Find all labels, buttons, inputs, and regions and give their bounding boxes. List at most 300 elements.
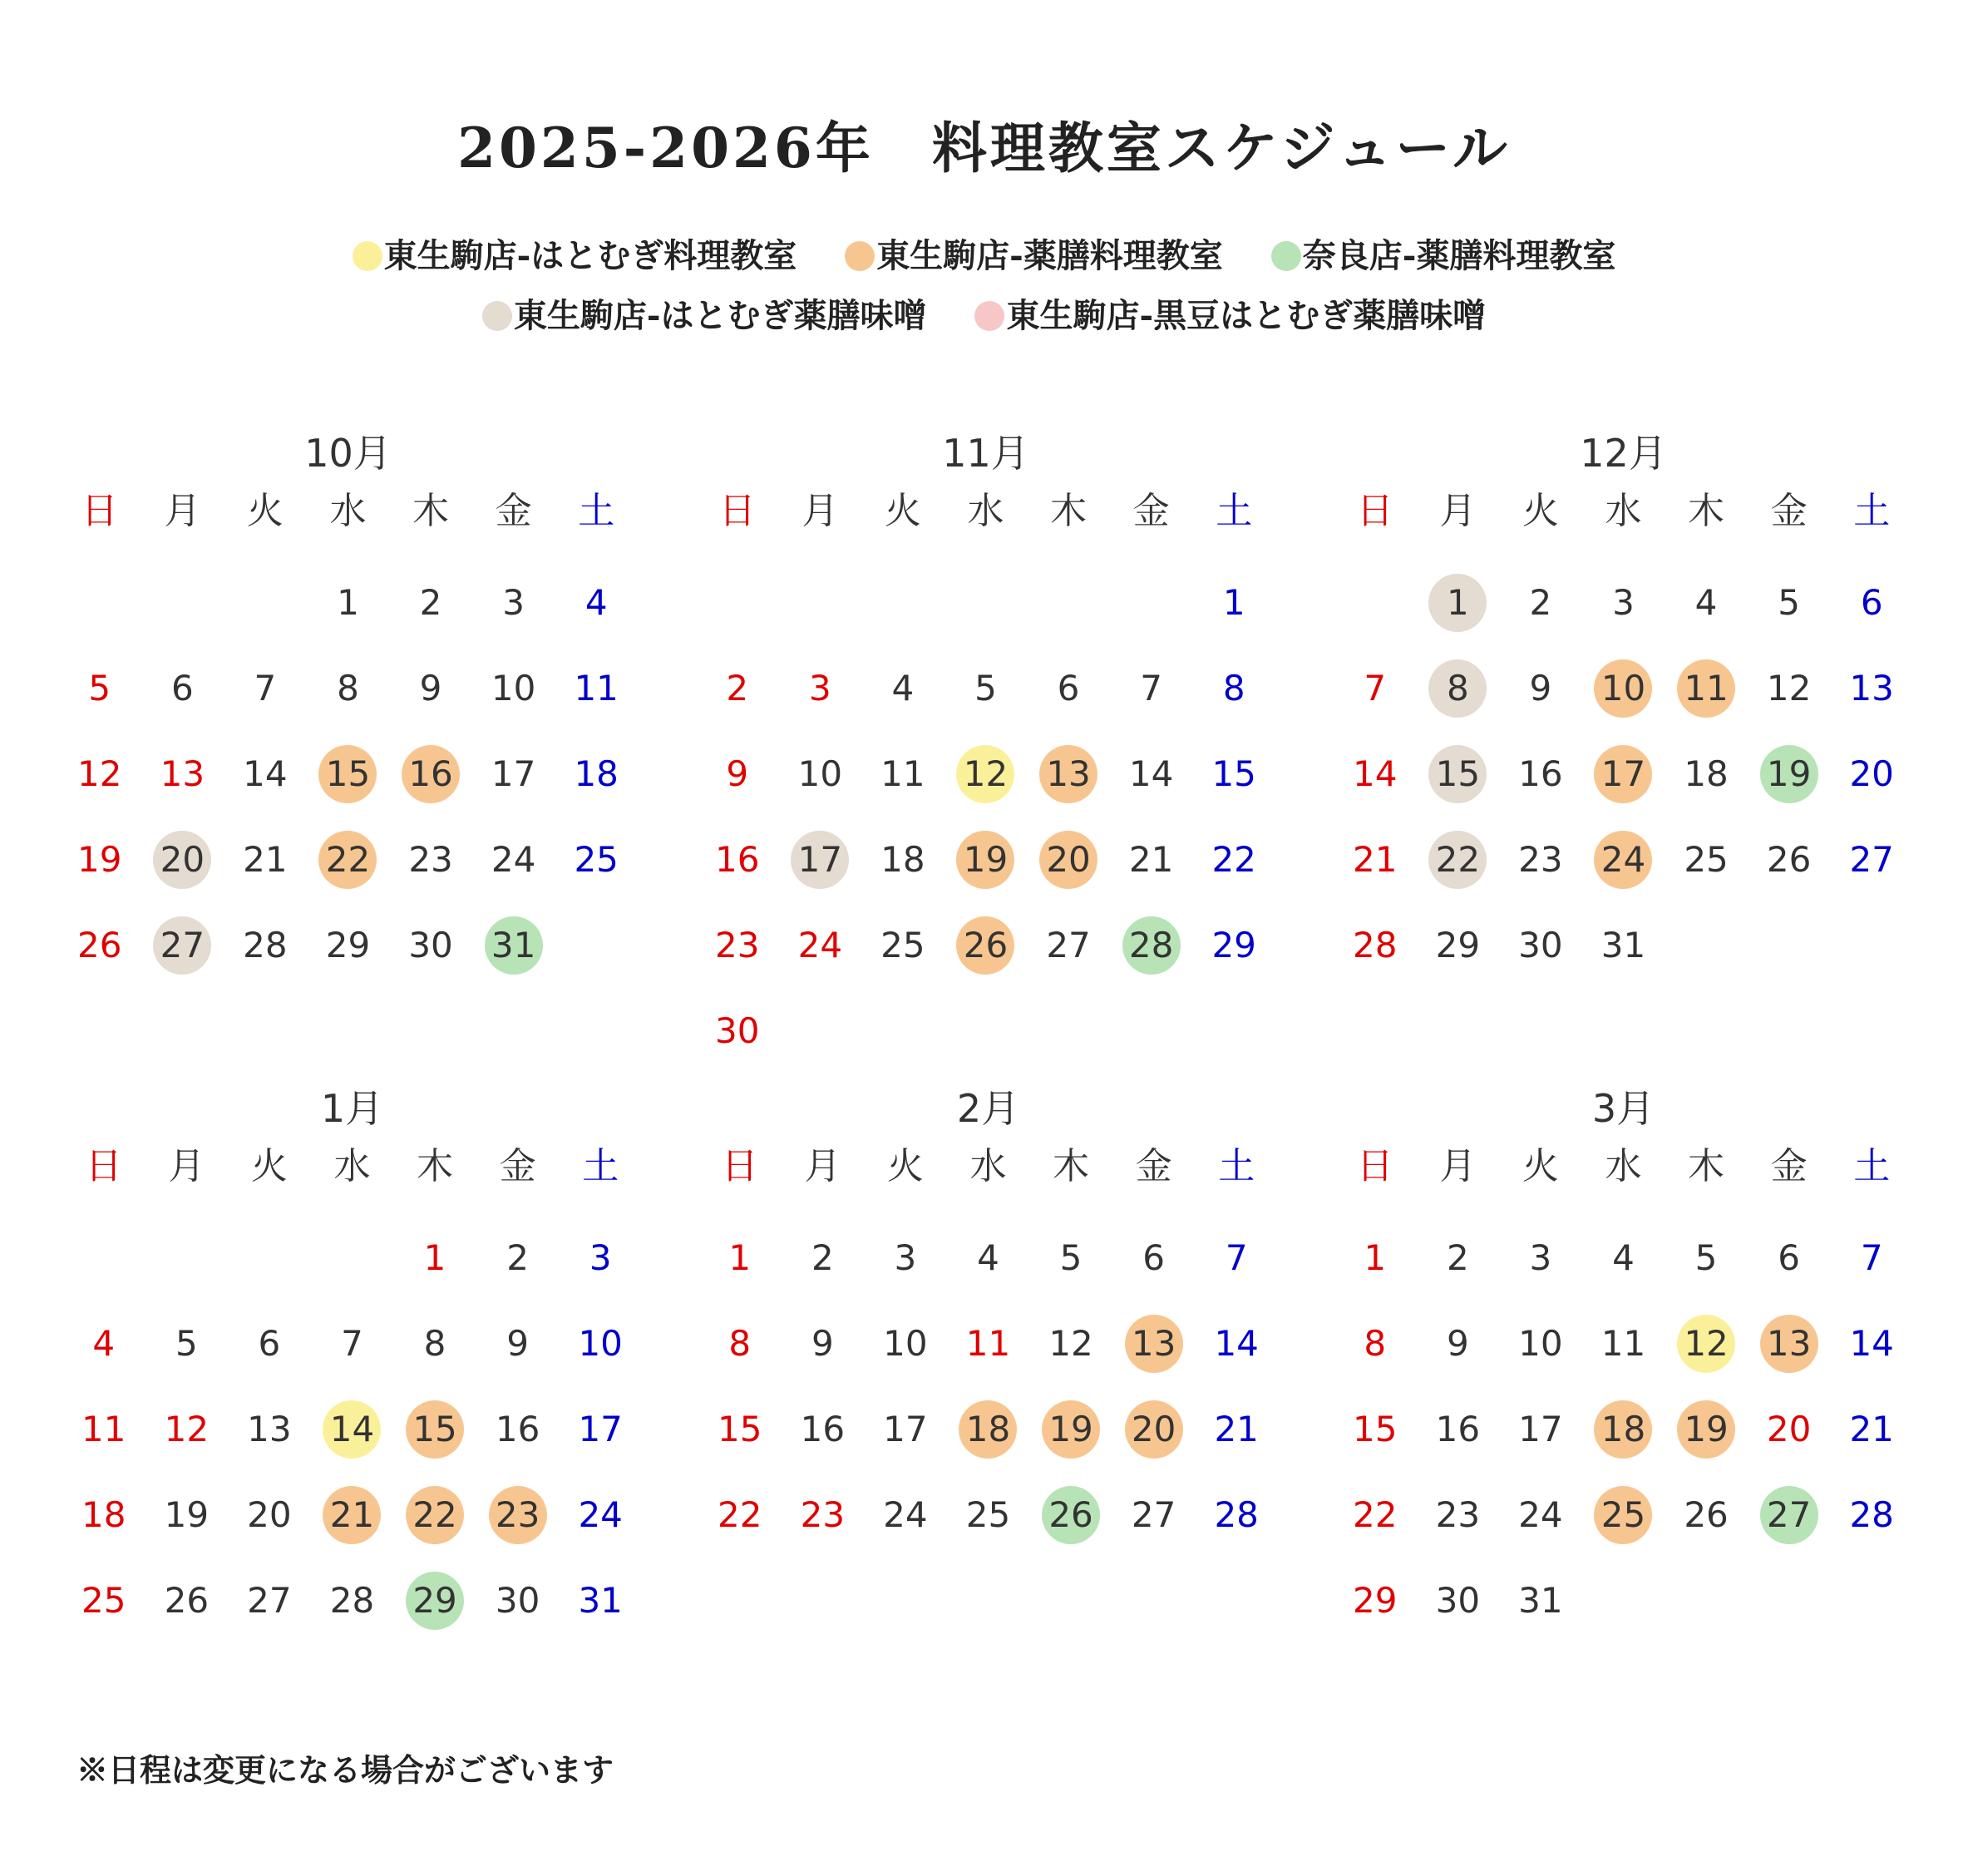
event-day-marker: 19 <box>1677 1400 1735 1459</box>
day-cell <box>1192 902 1275 988</box>
day-number: 21 <box>1849 1409 1894 1449</box>
day-cell <box>476 1215 560 1301</box>
day-cell <box>62 1386 146 1472</box>
day-number: 21 <box>243 839 288 880</box>
day-number: 13 <box>1849 668 1894 708</box>
weekday-label: 日 <box>1356 1145 1393 1187</box>
day-cell <box>472 645 555 731</box>
day-number: 9 <box>506 1323 529 1364</box>
weekday-label: 火 <box>1522 1145 1559 1187</box>
day-cell <box>1334 1386 1417 1472</box>
weekday-label: 水 <box>967 490 1004 532</box>
day-cell <box>555 817 638 902</box>
month-calendar <box>1334 1084 1913 1682</box>
day-cell <box>393 1301 476 1386</box>
month-title: 1月 <box>320 1086 384 1131</box>
day-cell <box>1582 1472 1665 1558</box>
day-cell <box>1192 731 1275 817</box>
day-number: 25 <box>880 925 925 965</box>
event-day-marker: 22 <box>1428 831 1487 889</box>
day-cell <box>945 731 1028 817</box>
day-cell <box>228 1386 311 1472</box>
event-day-marker: 20 <box>1039 831 1097 889</box>
day-number: 1 <box>1222 582 1245 623</box>
day-cell <box>1027 731 1110 817</box>
day-cell <box>1830 1301 1913 1386</box>
day-number: 23 <box>1518 839 1563 880</box>
day-number: 22 <box>1353 1494 1398 1535</box>
day-cell <box>146 1301 229 1386</box>
day-number: 25 <box>574 839 619 880</box>
day-number: 24 <box>578 1494 623 1535</box>
day-number: 21 <box>1353 839 1398 880</box>
day-cell <box>311 1301 394 1386</box>
legend-item-yakuzen <box>845 230 1223 277</box>
day-cell <box>311 1472 394 1558</box>
day-number: 9 <box>726 753 749 794</box>
day-cell <box>1195 1301 1278 1386</box>
day-cell <box>1748 645 1831 731</box>
day-number: 4 <box>584 582 608 623</box>
day-cell <box>146 1386 229 1472</box>
weekday-label: 木 <box>417 1145 454 1187</box>
day-number: 7 <box>341 1323 363 1364</box>
day-number: 5 <box>1059 1237 1083 1278</box>
day-number: 30 <box>715 1010 760 1051</box>
day-cell <box>555 560 638 645</box>
day-cell <box>779 902 862 988</box>
day-cell <box>389 731 472 817</box>
day-cell <box>1417 1472 1500 1558</box>
day-number: 23 <box>715 925 760 965</box>
day-cell <box>1499 817 1582 902</box>
day-cell <box>696 988 779 1074</box>
day-cell <box>1112 1301 1196 1386</box>
weekday-label: 金 <box>1135 1145 1172 1187</box>
day-cell <box>1665 645 1748 731</box>
day-cell <box>1499 1215 1582 1301</box>
day-number: 4 <box>891 668 915 708</box>
day-cell <box>945 902 1028 988</box>
day-number: 29 <box>1211 925 1256 965</box>
legend-row-2 <box>0 289 1968 337</box>
legend-row-1 <box>0 230 1968 277</box>
day-cell <box>1027 645 1110 731</box>
day-cell <box>779 817 862 902</box>
day-cell <box>1110 902 1193 988</box>
day-number: 20 <box>247 1494 292 1535</box>
day-number: 1 <box>1364 1237 1387 1278</box>
day-cell <box>472 902 555 988</box>
month-title: 10月 <box>304 431 392 476</box>
legend-dot-icon <box>353 241 382 271</box>
day-number: 31 <box>578 1580 623 1621</box>
event-day-marker: 19 <box>956 831 1014 889</box>
day-cell <box>1748 1215 1831 1301</box>
event-day-marker: 15 <box>406 1400 464 1459</box>
day-cell <box>228 1472 311 1558</box>
day-cell <box>861 645 945 731</box>
day-number: 13 <box>247 1409 292 1449</box>
day-number: 7 <box>1140 668 1162 708</box>
day-cell <box>1110 731 1193 817</box>
day-cell <box>1334 902 1417 988</box>
day-cell <box>1665 817 1748 902</box>
weekday-label: 木 <box>1688 490 1725 532</box>
day-cell <box>1417 1386 1500 1472</box>
weekday-label: 金 <box>1770 490 1808 532</box>
day-number: 14 <box>1128 753 1174 794</box>
day-number: 30 <box>408 925 453 965</box>
weekday-label: 金 <box>495 490 532 532</box>
event-day-marker: 12 <box>1677 1315 1735 1373</box>
day-number: 6 <box>170 668 194 708</box>
event-day-marker: 23 <box>489 1486 547 1544</box>
day-number: 29 <box>1353 1580 1398 1621</box>
day-cell <box>146 1558 229 1643</box>
day-cell <box>947 1386 1030 1472</box>
day-cell <box>1499 1301 1582 1386</box>
day-number: 20 <box>1849 753 1894 794</box>
day-cell <box>1334 1472 1417 1558</box>
day-cell <box>224 817 307 902</box>
day-number: 17 <box>883 1409 928 1449</box>
month-title: 3月 <box>1591 1086 1655 1131</box>
weekday-label: 金 <box>1132 490 1170 532</box>
day-cell <box>864 1301 947 1386</box>
day-cell <box>1334 1301 1417 1386</box>
day-cell <box>228 1558 311 1643</box>
day-cell <box>1499 1472 1582 1558</box>
day-cell <box>861 817 945 902</box>
day-number: 4 <box>977 1237 999 1278</box>
day-cell <box>947 1472 1030 1558</box>
page-title: 2025-2026年 料理教室スケジュール <box>457 116 1511 180</box>
event-day-marker: 8 <box>1428 659 1487 718</box>
day-cell <box>1748 1472 1831 1558</box>
day-number: 28 <box>329 1580 375 1621</box>
day-cell <box>559 1558 642 1643</box>
weekday-label: 火 <box>246 490 284 532</box>
day-number: 1 <box>423 1237 446 1278</box>
day-cell <box>1334 731 1417 817</box>
day-number: 24 <box>797 925 843 965</box>
event-day-marker: 18 <box>959 1400 1017 1459</box>
event-day-marker: 13 <box>1039 745 1097 803</box>
weekday-label: 土 <box>582 1145 619 1187</box>
day-cell <box>1830 1386 1913 1472</box>
day-number: 10 <box>797 753 843 794</box>
day-number: 29 <box>325 925 371 965</box>
day-cell <box>1027 902 1110 988</box>
day-number: 9 <box>419 668 442 708</box>
day-number: 10 <box>883 1323 928 1364</box>
day-number: 23 <box>1435 1494 1481 1535</box>
weekday-label: 火 <box>886 1145 924 1187</box>
day-number: 15 <box>1211 753 1256 794</box>
weekday-header <box>1334 482 1913 541</box>
day-cell <box>141 645 224 731</box>
day-number: 24 <box>883 1494 928 1535</box>
weekday-header <box>58 482 638 541</box>
event-day-marker: 22 <box>318 831 377 889</box>
day-cell <box>58 731 141 817</box>
day-number: 23 <box>800 1494 846 1535</box>
day-cell <box>307 560 390 645</box>
day-cell <box>1748 731 1831 817</box>
day-cell <box>1748 1386 1831 1472</box>
weekday-label: 水 <box>329 490 367 532</box>
day-cell <box>472 817 555 902</box>
event-day-marker: 27 <box>1760 1486 1818 1544</box>
weekday-label: 木 <box>1053 1145 1090 1187</box>
day-cell <box>1830 731 1913 817</box>
day-number: 25 <box>81 1580 126 1621</box>
day-cell <box>228 1301 311 1386</box>
day-cell <box>782 1215 865 1301</box>
weekday-header <box>1334 1138 1913 1196</box>
day-cell <box>782 1472 865 1558</box>
day-number: 7 <box>1860 1237 1883 1278</box>
day-cell <box>1195 1472 1278 1558</box>
day-cell <box>389 560 472 645</box>
day-number: 10 <box>1518 1323 1563 1364</box>
day-cell <box>698 1215 782 1301</box>
day-cell <box>861 731 945 817</box>
day-number: 2 <box>811 1237 834 1278</box>
day-number: 21 <box>1128 839 1174 880</box>
day-cell <box>1665 1215 1748 1301</box>
day-cell <box>1110 817 1193 902</box>
day-number: 3 <box>808 668 831 708</box>
event-day-marker: 22 <box>406 1486 464 1544</box>
day-cell <box>1192 560 1275 645</box>
legend-item-miso <box>482 289 927 337</box>
weekday-label: 土 <box>1218 1145 1255 1187</box>
day-cell <box>58 645 141 731</box>
day-cell <box>1665 1472 1748 1558</box>
day-number: 7 <box>1364 668 1387 708</box>
weekday-label: 日 <box>721 1145 758 1187</box>
day-cell <box>1029 1386 1112 1472</box>
month-calendar <box>1334 428 1913 1027</box>
day-number: 31 <box>1518 1580 1563 1621</box>
day-number: 10 <box>491 668 536 708</box>
day-number: 2 <box>506 1237 529 1278</box>
day-cell <box>1665 1301 1748 1386</box>
day-number: 14 <box>243 753 288 794</box>
event-day-marker: 12 <box>956 745 1014 803</box>
event-day-marker: 13 <box>1125 1315 1183 1373</box>
month-calendar <box>698 1084 1278 1682</box>
day-number: 17 <box>1518 1409 1563 1449</box>
day-number: 16 <box>1435 1409 1481 1449</box>
day-cell <box>1748 560 1831 645</box>
weekday-label: 月 <box>804 1145 841 1187</box>
event-day-marker: 27 <box>153 916 211 975</box>
day-cell <box>1334 1215 1417 1301</box>
day-cell <box>1499 645 1582 731</box>
day-cell <box>476 1558 560 1643</box>
day-cell <box>1665 560 1748 645</box>
event-day-marker: 20 <box>1125 1400 1183 1459</box>
day-number: 14 <box>1214 1323 1259 1364</box>
day-cell <box>141 817 224 902</box>
day-cell <box>1582 731 1665 817</box>
day-number: 26 <box>1684 1494 1729 1535</box>
day-number: 23 <box>408 839 453 880</box>
day-number: 8 <box>337 668 359 708</box>
day-cell <box>1027 817 1110 902</box>
event-day-marker: 18 <box>1594 1400 1652 1459</box>
event-day-marker: 26 <box>956 916 1014 975</box>
day-cell <box>947 1215 1030 1301</box>
day-cell <box>559 1215 642 1301</box>
legend-item-nara <box>1271 230 1616 277</box>
day-cell <box>1499 1386 1582 1472</box>
day-cell <box>393 1386 476 1472</box>
weekday-label: 土 <box>1216 490 1253 532</box>
weekday-label: 金 <box>1770 1145 1808 1187</box>
day-number: 20 <box>1766 1409 1812 1449</box>
day-number: 12 <box>77 753 122 794</box>
day-number: 5 <box>175 1323 198 1364</box>
day-number: 28 <box>1214 1494 1259 1535</box>
day-cell <box>476 1386 560 1472</box>
event-day-marker: 28 <box>1122 916 1181 975</box>
day-cell <box>393 1558 476 1643</box>
day-cell <box>559 1301 642 1386</box>
day-number: 6 <box>1057 668 1080 708</box>
day-number: 5 <box>974 668 997 708</box>
day-cell <box>1417 902 1500 988</box>
weekday-label: 月 <box>802 490 839 532</box>
day-cell <box>861 902 945 988</box>
day-number: 2 <box>419 582 442 623</box>
day-cell <box>224 731 307 817</box>
month-title: 2月 <box>956 1086 1020 1131</box>
day-cell <box>62 1472 146 1558</box>
event-day-marker: 15 <box>318 745 377 803</box>
day-number: 18 <box>574 753 619 794</box>
day-number: 5 <box>88 668 111 708</box>
day-number: 2 <box>1446 1237 1469 1278</box>
day-cell <box>559 1472 642 1558</box>
weekday-label: 火 <box>250 1145 288 1187</box>
day-cell <box>559 1386 642 1472</box>
day-number: 6 <box>1142 1237 1165 1278</box>
day-cell <box>1029 1472 1112 1558</box>
day-cell <box>146 1472 229 1558</box>
weekday-label: 木 <box>1688 1145 1725 1187</box>
day-cell <box>1830 1215 1913 1301</box>
day-number: 13 <box>160 753 205 794</box>
day-number: 3 <box>894 1237 917 1278</box>
day-cell <box>1582 902 1665 988</box>
day-cell <box>393 1215 476 1301</box>
day-cell <box>782 1301 865 1386</box>
day-cell <box>307 902 390 988</box>
legend-item-hatomugi <box>353 230 797 277</box>
event-day-marker: 19 <box>1760 745 1818 803</box>
day-cell <box>1665 731 1748 817</box>
day-cell <box>696 902 779 988</box>
month-calendar <box>62 1084 642 1682</box>
day-cell <box>1499 1558 1582 1643</box>
day-number: 24 <box>491 839 536 880</box>
day-number: 9 <box>1529 668 1552 708</box>
day-number: 8 <box>728 1323 752 1364</box>
day-number: 29 <box>1435 925 1481 965</box>
event-day-marker: 11 <box>1677 659 1735 718</box>
day-number: 15 <box>1353 1409 1398 1449</box>
event-day-marker: 24 <box>1594 831 1652 889</box>
weekday-label: 土 <box>1853 1145 1891 1187</box>
day-cell <box>1192 817 1275 902</box>
legend-label: 東生駒店-黒豆はとむぎ薬膳味噌 <box>1006 296 1487 335</box>
day-number: 2 <box>1529 582 1552 623</box>
weekday-label: 月 <box>1439 490 1477 532</box>
weekday-label: 月 <box>1439 1145 1477 1187</box>
day-cell <box>1582 560 1665 645</box>
day-number: 30 <box>495 1580 540 1621</box>
legend-dot-icon <box>482 301 512 331</box>
day-cell <box>1830 817 1913 902</box>
day-cell <box>1192 645 1275 731</box>
day-cell <box>224 645 307 731</box>
day-number: 16 <box>495 1409 540 1449</box>
day-number: 27 <box>1131 1494 1176 1535</box>
day-cell <box>864 1215 947 1301</box>
day-cell <box>1582 645 1665 731</box>
day-cell <box>141 902 224 988</box>
day-cell <box>1417 645 1500 731</box>
event-day-marker: 13 <box>1760 1315 1818 1373</box>
day-number: 30 <box>1435 1580 1481 1621</box>
day-number: 12 <box>164 1409 210 1449</box>
day-cell <box>476 1472 560 1558</box>
day-number: 3 <box>1529 1237 1552 1278</box>
day-cell <box>1830 560 1913 645</box>
day-cell <box>1582 1301 1665 1386</box>
event-day-marker: 29 <box>406 1572 464 1630</box>
day-cell <box>1110 645 1193 731</box>
day-cell <box>1112 1386 1196 1472</box>
day-cell <box>476 1301 560 1386</box>
day-number: 3 <box>502 582 525 623</box>
day-number: 17 <box>491 753 536 794</box>
weekday-label: 水 <box>1605 1145 1642 1187</box>
day-number: 24 <box>1518 1494 1563 1535</box>
day-cell <box>698 1386 782 1472</box>
day-cell <box>945 645 1028 731</box>
day-number: 19 <box>77 839 122 880</box>
event-day-marker: 21 <box>323 1486 381 1544</box>
day-cell <box>1582 1215 1665 1301</box>
day-number: 5 <box>1694 1237 1718 1278</box>
day-cell <box>782 1386 865 1472</box>
day-number: 22 <box>1211 839 1256 880</box>
day-cell <box>1499 731 1582 817</box>
event-day-marker: 19 <box>1042 1400 1100 1459</box>
weekday-label: 水 <box>333 1145 371 1187</box>
day-number: 2 <box>726 668 749 708</box>
day-number: 16 <box>715 839 760 880</box>
day-number: 1 <box>728 1237 752 1278</box>
event-day-marker: 16 <box>402 745 460 803</box>
day-cell <box>1112 1215 1196 1301</box>
weekday-label: 金 <box>499 1145 536 1187</box>
